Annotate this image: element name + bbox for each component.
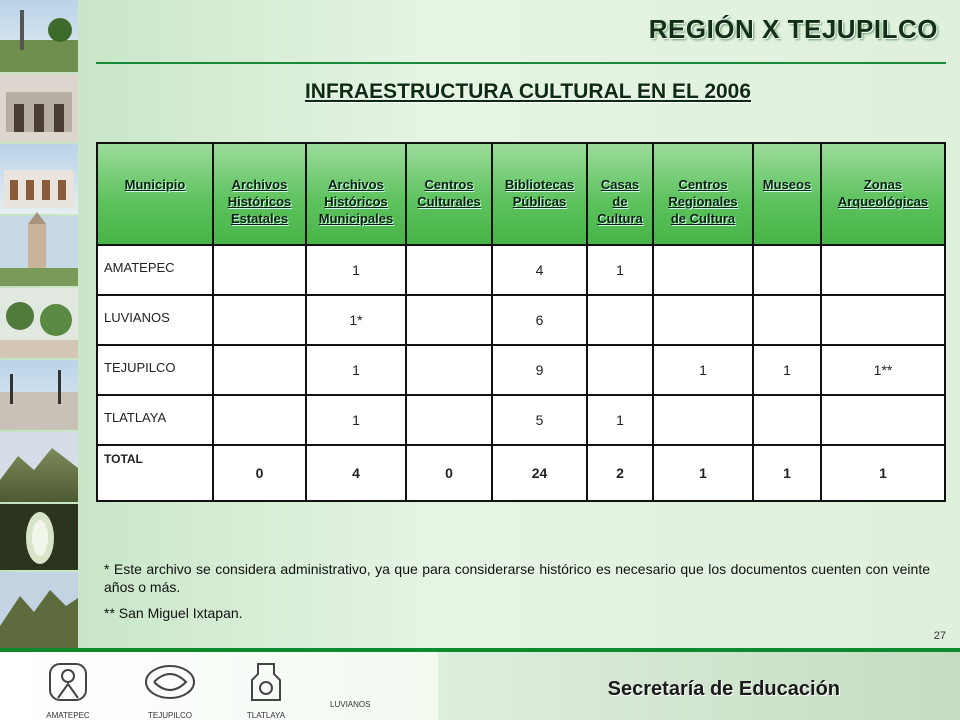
logo-luvianos: [330, 698, 370, 709]
municipio-cell: TEJUPILCO: [97, 345, 213, 395]
footnote-san-miguel: ** San Miguel Ixtapan.: [104, 605, 243, 621]
photo-strip: [0, 0, 78, 648]
column-header: [821, 143, 945, 245]
value-cell: 1**: [821, 345, 945, 395]
footnotes: [104, 560, 930, 630]
value-cell: [213, 345, 306, 395]
column-header-line: Zonas: [863, 177, 903, 192]
logo-label-tejupilco: TEJUPILCO: [147, 711, 192, 720]
municipio-cell: AMATEPEC: [97, 245, 213, 295]
value-cell: 1: [653, 345, 753, 395]
value-cell: [821, 295, 945, 345]
footer: [0, 652, 960, 720]
table-row: [97, 345, 945, 395]
infrastructure-table: [96, 142, 946, 502]
column-header-line: Centros: [424, 177, 474, 192]
column-header: [587, 143, 653, 245]
municipio-cell: LUVIANOS: [97, 295, 213, 345]
column-header-line: Culturales: [417, 194, 481, 209]
value-cell: [406, 345, 492, 395]
value-cell: 1: [306, 245, 406, 295]
value-cell: 9: [492, 345, 587, 395]
total-value-cell: 0: [213, 445, 306, 501]
photo-plaza: [0, 0, 78, 72]
column-header-line: Cultura: [597, 211, 643, 226]
photo-square: [0, 360, 78, 430]
tlatlaya-glyph-icon: [244, 660, 288, 704]
value-cell: [587, 295, 653, 345]
column-header-line: Municipales: [318, 211, 394, 226]
total-value-cell: 0: [406, 445, 492, 501]
table-header-row: [97, 143, 945, 245]
value-cell: [653, 395, 753, 445]
value-cell: [753, 295, 821, 345]
total-label: TOTAL: [97, 445, 213, 501]
column-header: [753, 143, 821, 245]
total-value-cell: 1: [653, 445, 753, 501]
value-cell: [753, 395, 821, 445]
logo-label-luvianos: LUVIANOS: [330, 700, 371, 709]
page-number: 27: [933, 630, 946, 642]
value-cell: 1: [587, 395, 653, 445]
photo-garden: [0, 288, 78, 358]
column-header: [492, 143, 587, 245]
photo-hills: [0, 432, 78, 502]
town-photos: [0, 0, 78, 648]
value-cell: 1: [306, 395, 406, 445]
value-cell: [406, 295, 492, 345]
value-cell: 1: [306, 345, 406, 395]
total-value-cell: 1: [821, 445, 945, 501]
value-cell: [213, 245, 306, 295]
amatepec-glyph-icon: [46, 660, 90, 704]
table-row: [97, 395, 945, 445]
value-cell: 1: [753, 345, 821, 395]
column-header-line: de: [612, 194, 628, 209]
value-cell: [653, 245, 753, 295]
column-header-line: Municipio: [124, 177, 186, 192]
value-cell: 4: [492, 245, 587, 295]
value-cell: 5: [492, 395, 587, 445]
value-cell: [653, 295, 753, 345]
table-row: [97, 295, 945, 345]
photo-church: [0, 212, 78, 286]
column-header: [306, 143, 406, 245]
header-divider: [96, 62, 946, 64]
value-cell: 6: [492, 295, 587, 345]
page-title: INFRAESTRUCTURA CULTURAL EN EL 2006: [304, 80, 752, 103]
photo-mountain: [0, 572, 78, 648]
logo-amatepec: [46, 660, 90, 720]
value-cell: 1: [587, 245, 653, 295]
logo-tlatlaya: [244, 660, 288, 720]
footnote-administrative: * Este archivo se considera administrativo, ya que para considerarse histórico es necesario que los documentos cuenten con veinte años o más.: [104, 561, 930, 595]
total-value-cell: 2: [587, 445, 653, 501]
column-header-line: Arqueológicas: [837, 194, 929, 209]
table-body: [97, 245, 945, 501]
value-cell: [753, 245, 821, 295]
total-value-cell: 4: [306, 445, 406, 501]
total-value-cell: 1: [753, 445, 821, 501]
value-cell: [213, 395, 306, 445]
photo-palacio: [0, 144, 78, 214]
column-header-line: Históricos: [227, 194, 292, 209]
column-header: [653, 143, 753, 245]
column-header-line: Museos: [762, 177, 812, 192]
column-header-line: Estatales: [230, 211, 289, 226]
value-cell: [821, 245, 945, 295]
municipio-cell: TLATLAYA: [97, 395, 213, 445]
column-header-line: Regionales: [668, 194, 738, 209]
tejupilco-glyph-icon: [142, 660, 198, 704]
column-header: [97, 143, 213, 245]
value-cell: [821, 395, 945, 445]
value-cell: [587, 345, 653, 395]
column-header-line: Bibliotecas: [504, 177, 575, 192]
value-cell: [406, 395, 492, 445]
logo-label-tlatlaya: TLATLAYA: [246, 711, 286, 720]
column-header: [406, 143, 492, 245]
region-title: REGIÓN X TEJUPILCO: [648, 14, 938, 44]
column-header: [213, 143, 306, 245]
column-header-line: Públicas: [512, 194, 567, 209]
value-cell: 1*: [306, 295, 406, 345]
table-row: [97, 245, 945, 295]
total-value-cell: 24: [492, 445, 587, 501]
logo-label-amatepec: AMATEPEC: [46, 711, 90, 720]
column-header-line: Históricos: [324, 194, 388, 209]
column-header-line: Archivos: [231, 177, 288, 192]
logo-tejupilco: [142, 660, 198, 720]
column-header-line: Archivos: [328, 177, 384, 192]
value-cell: [406, 245, 492, 295]
photo-cave: [0, 504, 78, 570]
value-cell: [213, 295, 306, 345]
photo-market: [0, 74, 78, 142]
total-row: [97, 445, 945, 501]
secretaria-de-educacion: Secretaría de Educación: [607, 678, 840, 700]
column-header-line: Centros: [678, 177, 728, 192]
column-header-line: Casas: [600, 177, 640, 192]
column-header-line: de Cultura: [670, 211, 736, 226]
